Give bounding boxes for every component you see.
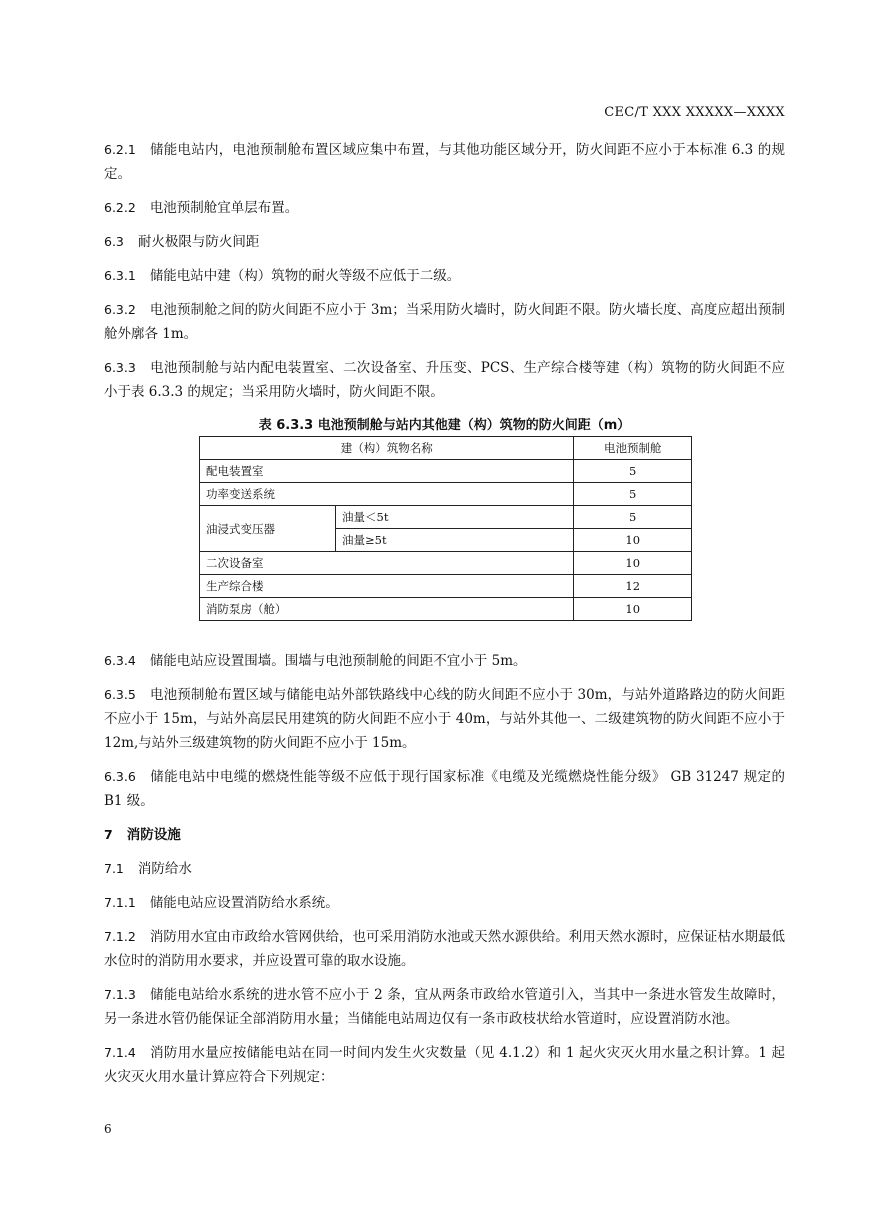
row-value: 10: [574, 598, 692, 621]
clause-number: 6.3.4: [104, 653, 136, 668]
clause-number: 6.3.3: [104, 360, 136, 375]
clause-paragraph: [104, 983, 785, 1031]
clause-text: 消防设施: [126, 827, 181, 843]
clause-text: 储能电站应设置消防给水系统。: [149, 895, 339, 911]
section-before-table: [104, 138, 785, 404]
page-number: 6: [104, 1122, 112, 1136]
clause-text: 储能电站给水系统的进水管不应小于 2 条，宜从两条市政给水管道引入，当其中一条进水管发生故障时，另一条进水管仍能保证全部消防用水量；当储能电站周边仅有一条市政枝状给水管道时，应设置消防水池。: [104, 987, 785, 1027]
table-row: [200, 483, 692, 506]
clause-text: 储能电站应设置围墙。围墙与电池预制舱的间距不宜小于 5m。: [149, 653, 527, 669]
clause-paragraph: [104, 891, 785, 915]
row-name: 功率变送系统: [200, 483, 574, 506]
clause-paragraph: [104, 138, 785, 186]
clause-paragraph: [104, 298, 785, 346]
section-heading: [104, 823, 785, 847]
clause-number: 6.3.6: [104, 769, 136, 784]
section-after-table: [104, 649, 785, 1089]
table-row: [200, 552, 692, 575]
clause-text: 储能电站中建（构）筑物的耐火等级不应低于二级。: [149, 268, 461, 284]
row-value: 5: [574, 506, 692, 529]
row-name: 配电装置室: [200, 460, 574, 483]
table-row: [200, 506, 692, 529]
clause-number: 7.1: [104, 861, 124, 876]
row-value: 5: [574, 460, 692, 483]
clause-paragraph: [104, 649, 785, 673]
clause-text: 消防用水量应按储能电站在同一时间内发生火灾数量（见 4.1.2）和 1 起火灾灭火用水量之积计算。1 起火灾灭火用水量计算应符合下列规定：: [104, 1045, 785, 1085]
clause-paragraph: [104, 765, 785, 813]
col-header-battery-cabin: 电池预制舱: [574, 437, 692, 460]
clause-number: 7: [104, 827, 113, 842]
row-sub-name: 油量＜5t: [336, 506, 574, 529]
clause-number: 6.3.1: [104, 268, 136, 283]
row-value: 10: [574, 529, 692, 552]
clause-text: 耐火极限与防火间距: [137, 234, 260, 250]
doc-code-header: CEC/T XXX XXXXX—XXXX: [604, 105, 785, 120]
clause-paragraph: [104, 264, 785, 288]
row-name: 生产综合楼: [200, 575, 574, 598]
clause-text: 消防用水宜由市政给水管网供给，也可采用消防水池或天然水源供给。利用天然水源时，应保证枯水期最低水位时的消防用水要求，并应设置可靠的取水设施。: [104, 929, 785, 969]
clause-number: 7.1.2: [104, 929, 136, 944]
clause-number: 7.1.1: [104, 895, 136, 910]
row-name: 二次设备室: [200, 552, 574, 575]
section-heading: [104, 230, 785, 254]
row-value: 5: [574, 483, 692, 506]
table-block: [104, 414, 785, 621]
clause-text: 电池预制舱布置区域与储能电站外部铁路线中心线的防火间距不应小于 30m，与站外道路路边的防火间距不应小于 15m，与站外高层民用建筑的防火间距不应小于 40m，与站外其他一、二级建筑物的防火间距不应小于 12m,与站外三级建筑物的防火间距不应小于 15m。: [104, 687, 785, 751]
row-name: 油浸式变压器: [200, 506, 336, 552]
row-name: 消防泵房（舱）: [200, 598, 574, 621]
clause-text: 电池预制舱宜单层布置。: [149, 200, 299, 216]
col-header-building: 建（构）筑物名称: [200, 437, 574, 460]
page-content: [104, 138, 785, 1099]
section-heading: [104, 857, 785, 881]
clause-paragraph: [104, 196, 785, 220]
fire-distance-table: [199, 436, 692, 621]
clause-number: 6.3.5: [104, 687, 136, 702]
clause-text: 电池预制舱与站内配电装置室、二次设备室、升压变、PCS、生产综合楼等建（构）筑物的防火间距不应小于表 6.3.3 的规定；当采用防火墙时，防火间距不限。: [104, 360, 785, 400]
clause-paragraph: [104, 925, 785, 973]
clause-paragraph: [104, 356, 785, 404]
clause-number: 6.3.2: [104, 302, 136, 317]
clause-number: 7.1.4: [104, 1045, 136, 1060]
table-row: [200, 598, 692, 621]
table-caption: 表 6.3.3 电池预制舱与站内其他建（构）筑物的防火间距（m）: [258, 418, 631, 433]
clause-number: 7.1.3: [104, 987, 136, 1002]
clause-paragraph: [104, 1041, 785, 1089]
clause-number: 6.2.2: [104, 200, 136, 215]
row-value: 12: [574, 575, 692, 598]
clause-text: 电池预制舱之间的防火间距不应小于 3m；当采用防火墙时，防火间距不限。防火墙长度、高度应超出预制舱外廓各 1m。: [104, 302, 785, 342]
row-sub-name: 油量≥5t: [336, 529, 574, 552]
clause-number: 6.3: [104, 234, 124, 249]
table-row: [200, 460, 692, 483]
table-header-row: [200, 437, 692, 460]
clause-text: 消防给水: [137, 861, 192, 877]
clause-text: 储能电站中电缆的燃烧性能等级不应低于现行国家标准《电缆及光缆燃烧性能分级》 GB 31247 规定的 B1 级。: [104, 769, 785, 809]
clause-number: 6.2.1: [104, 142, 136, 157]
table-row: [200, 575, 692, 598]
row-value: 10: [574, 552, 692, 575]
clause-paragraph: [104, 683, 785, 755]
clause-text: 储能电站内，电池预制舱布置区域应集中布置，与其他功能区域分开，防火间距不应小于本标准 6.3 的规定。: [104, 142, 785, 182]
